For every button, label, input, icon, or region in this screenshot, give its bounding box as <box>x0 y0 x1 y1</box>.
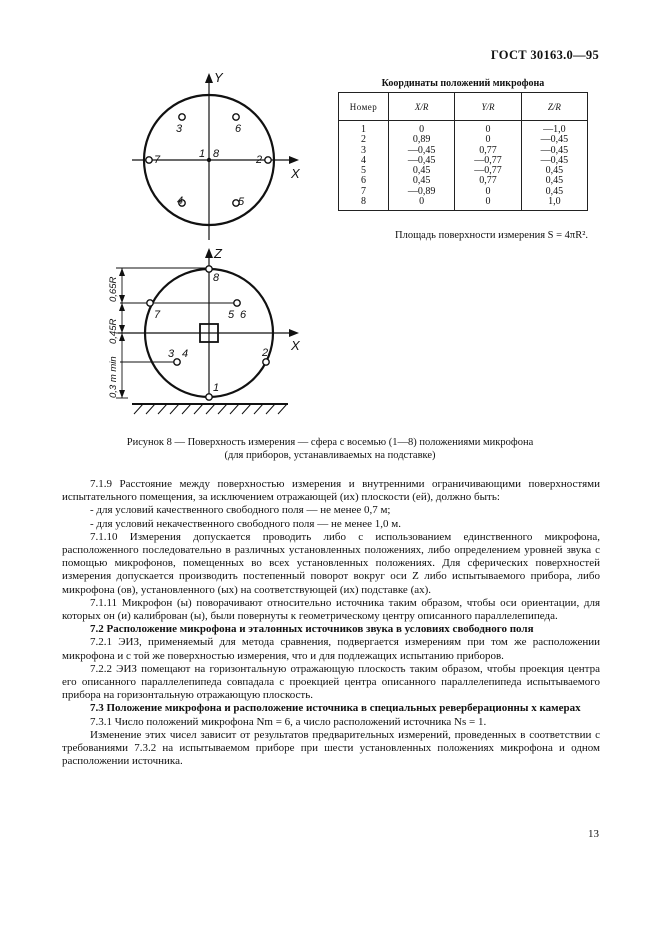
lower-mic-1 <box>206 394 212 400</box>
table-title: Координаты положений микрофона <box>381 78 545 89</box>
cell-xr: —0,45 <box>389 146 455 156</box>
upper-mic-7 <box>146 157 152 163</box>
upper-axis-y-label: Y <box>214 70 223 85</box>
upper-mic-1-8 <box>207 158 211 162</box>
cell-number: 4 <box>339 156 389 166</box>
lower-mic-3-4 <box>174 359 180 365</box>
standard-number: ГОСТ 30163.0—95 <box>490 48 599 62</box>
lower-label-2: 2 <box>262 347 269 359</box>
cell-yr: 0,77 <box>455 176 521 186</box>
cell-number: 1 <box>339 121 389 136</box>
paragraph-7-2-2: 7.2.2 ЭИЗ помещают на горизонтальную отражающую плоскость таким образом, чтобы проекция центра его описанного параллелепипеда совпадала с проекцией центра описанного параллелепипеда испытываемого прибора на горизонтальную отражающую плоскость. <box>62 662 600 702</box>
cell-zr: 0,45 <box>521 176 587 186</box>
cell-xr: 0,89 <box>389 135 455 145</box>
lower-mic-7 <box>147 300 153 306</box>
list-item-quality-field: - для условий качественного свободного поля — не менее 0,7 м; <box>90 504 391 517</box>
upper-label-3: 3 <box>176 123 183 135</box>
paragraph-7-3-1: 7.3.1 Число положений микрофона Nm = 6, а число расположений источника Ns = 1. <box>90 715 487 728</box>
cell-yr: —0,77 <box>455 156 521 166</box>
lower-label-6: 6 <box>240 309 247 321</box>
upper-label-1: 1 <box>199 148 206 160</box>
paragraph-7-3-1-cont: Изменение этих чисел зависит от результатов предварительных измерений, проведенных в соответствии с требованиями 7.3.2 на испытываемом приборе при шести установленных положениях микрофона и одном расположении источника. <box>62 728 600 768</box>
cell-number: 6 <box>339 176 389 186</box>
cell-xr: —0,45 <box>389 156 455 166</box>
cell-zr: —0,45 <box>521 156 587 166</box>
cell-number: 3 <box>339 146 389 156</box>
body-text <box>62 478 600 768</box>
page-number: 13 <box>588 828 599 840</box>
upper-mic-6 <box>233 114 239 120</box>
cell-yr: 0,77 <box>455 146 521 156</box>
upper-label-5: 5 <box>238 196 245 208</box>
cell-number: 2 <box>339 135 389 145</box>
list-item-nonquality-field: - для условий некачественного свободного поля — не менее 1,0 м. <box>90 517 401 530</box>
heading-7-3: 7.3 Положение микрофона и расположение источника в специальных реверберационны х камерах <box>90 702 581 715</box>
table-row <box>339 121 588 136</box>
caption-line-1: Рисунок 8 — Поверхность измерения — сфера с восемью (1—8) положениями микрофона <box>126 437 534 448</box>
table-header-row <box>339 93 588 121</box>
lower-mic-2 <box>263 359 269 365</box>
cell-zr: 0,45 <box>521 187 587 197</box>
col-header-number: Номер <box>339 93 389 121</box>
cell-yr: 0 <box>455 121 521 136</box>
lower-axis-z-label: Z <box>214 246 222 261</box>
lower-label-1: 1 <box>213 382 220 394</box>
area-formula-note: Площадь поверхности измерения S = 4πR². <box>395 230 588 241</box>
lower-mic-8 <box>206 266 212 272</box>
cell-yr: 0 <box>455 187 521 197</box>
lower-axis-x-label: X <box>291 338 300 353</box>
cell-yr: 0 <box>455 197 521 211</box>
paragraph-7-2-1: 7.2.1 ЭИЗ, применяемый для метода сравнения, подвергается измерениям при том же расположении микрофона и с той же поверхностью измерения, что и для подлежащих испытанию приборов. <box>62 636 600 662</box>
lower-label-5: 5 <box>228 309 235 321</box>
coordinates-table <box>338 92 588 211</box>
lower-label-8: 8 <box>213 272 220 284</box>
caption-line-2: (для приборов, устанавливаемых на подставке) <box>224 450 436 461</box>
lower-label-7: 7 <box>154 309 161 321</box>
upper-mic-3 <box>179 114 185 120</box>
figure-caption <box>60 436 600 462</box>
lower-label-3: 3 <box>168 348 175 360</box>
cell-zr: 0,45 <box>521 166 587 176</box>
cell-yr: 0 <box>455 135 521 145</box>
col-header-xr: X/R <box>389 93 455 121</box>
dim-label-045r: 0,45R <box>108 318 119 344</box>
col-header-zr: Z/R <box>521 93 587 121</box>
upper-mic-2 <box>265 157 271 163</box>
figure-8-diagram <box>0 0 661 436</box>
floor-hatch <box>134 404 287 414</box>
col-header-yr: Y/R <box>455 93 521 121</box>
upper-label-7: 7 <box>154 154 161 166</box>
upper-axis-x-label: X <box>291 166 300 181</box>
lower-label-4: 4 <box>182 348 189 360</box>
upper-label-2: 2 <box>256 154 263 166</box>
cell-zr: 1,0 <box>521 197 587 211</box>
cell-number: 7 <box>339 187 389 197</box>
paragraph-7-1-9: 7.1.9 Расстояние между поверхностью измерения и внутренними ограничивающими поверхностями испытательного помещения, за исключением отражающей (их) плоскости (ей), должно быть: <box>62 478 600 504</box>
table-row <box>339 197 588 211</box>
dim-label-065r: 0,65R <box>108 276 119 302</box>
upper-label-4: 4 <box>177 195 184 207</box>
cell-zr: —0,45 <box>521 135 587 145</box>
cell-yr: —0,77 <box>455 166 521 176</box>
paragraph-7-1-10: 7.1.10 Измерения допускается проводить либо с использованием единственного микрофона, расположенного последовательно в различных установленных положениях, либо определением уровней звука с помощью микрофонов, помещенных во всех установленных положениях. Для сферических поверхностей измерения допускается производить постепенный поворот вокруг оси Z либо испытываемого прибора, либо микрофона (ов), установленного (ых) на соответствующей (их) подставке (ах). <box>62 530 600 596</box>
cell-xr: 0 <box>389 121 455 136</box>
heading-7-2: 7.2 Расположение микрофона и эталонных источников звука в условиях свободного поля <box>90 623 534 636</box>
cell-zr: —1,0 <box>521 121 587 136</box>
cell-number: 5 <box>339 166 389 176</box>
cell-zr: —0,45 <box>521 146 587 156</box>
cell-number: 8 <box>339 197 389 211</box>
dim-label-03m: 0,3 m min <box>108 356 119 398</box>
cell-xr: —0,89 <box>389 187 455 197</box>
cell-xr: 0 <box>389 197 455 211</box>
cell-xr: 0,45 <box>389 166 455 176</box>
upper-label-6: 6 <box>235 123 242 135</box>
cell-xr: 0,45 <box>389 176 455 186</box>
lower-mic-5-6 <box>234 300 240 306</box>
paragraph-7-1-11: 7.1.11 Микрофон (ы) поворачивают относительно источника таким образом, чтобы оси ориентации, для которых он (и) калиброван (ы), были повернуты к геометрическому центру описанного параллелепипеда. <box>62 596 600 623</box>
upper-label-8: 8 <box>213 148 220 160</box>
